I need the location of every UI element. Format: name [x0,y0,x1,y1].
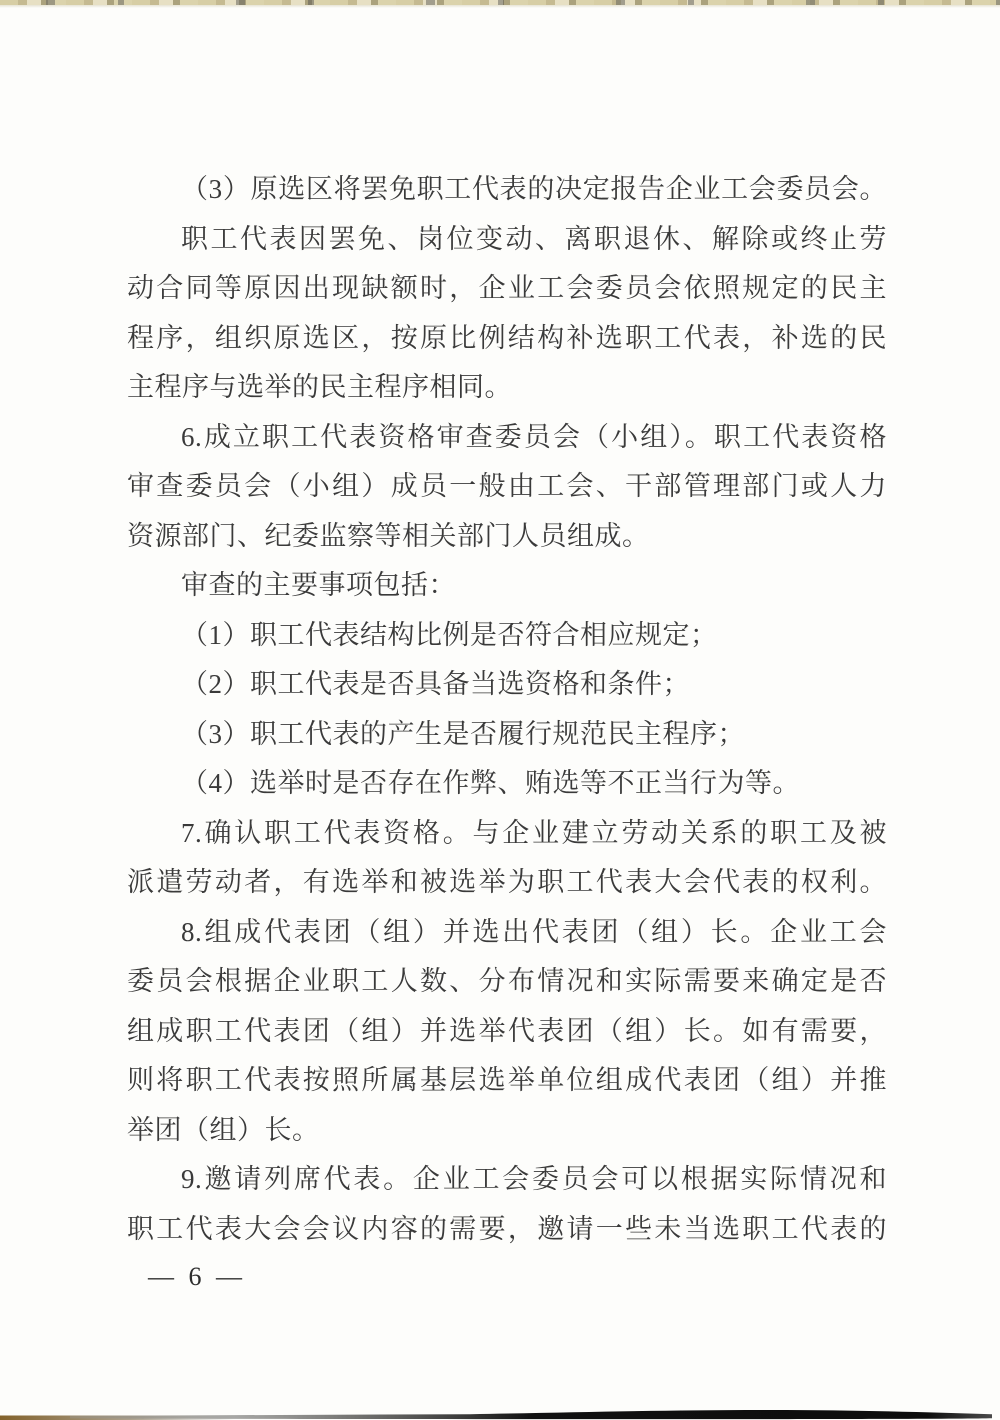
text-line: 9.邀请列席代表。企业工会委员会可以根据实际情况和 [181,1164,887,1194]
text-line: 8.组成代表团（组）并选出代表团（组）长。企业工会 [181,916,887,947]
text-line: 派遣劳动者，有选举和被选举为职工代表大会代表的权利。 [127,867,887,897]
scan-top-edge-fade [0,5,1000,8]
text-line: 委员会根据企业职工人数、分布情况和实际需要来确定是否 [127,966,887,996]
text-line: 动合同等原因出现缺额时，企业工会委员会依照规定的民主 [127,273,887,303]
page-number: — 6 — [148,1262,246,1291]
text-line: （1）职工代表结构比例是否符合相应规定； [181,619,718,650]
text-line: 资源部门、纪委监察等相关部门人员组成。 [127,520,650,551]
text-line: （3）职工代表的产生是否履行规范民主程序； [181,718,745,749]
text-line: 审查委员会（小组）成员一般由工会、干部管理部门或人力 [127,471,887,501]
scan-bottom-edge-artifact [0,1404,1000,1420]
text-line: 审查的主要事项包括： [181,570,456,600]
text-line: 职工代表大会会议内容的需要，邀请一些未当选职工代表的 [127,1213,887,1244]
text-line: 6.成立职工代表资格审查委员会（小组）。职工代表资格 [181,421,887,452]
text-line: 举团（组）长。 [127,1114,320,1145]
text-line: 7.确认职工代表资格。与企业建立劳动关系的职工及被 [181,817,887,848]
text-line: 则将职工代表按照所属基层选举单位组成代表团（组）并推 [127,1065,887,1095]
text-line: 职工代表因罢免、岗位变动、离职退休、解除或终止劳 [181,223,887,254]
text-line: 主程序与选举的民主程序相同。 [127,372,512,402]
text-line: 程序，组织原选区，按原比例结构补选职工代表，补选的民 [127,322,887,353]
text-block [127,165,887,1254]
text-line: （2）职工代表是否具备当选资格和条件； [181,669,690,699]
text-line: 组成职工代表团（组）并选举代表团（组）长。如有需要， [127,1015,887,1046]
text-line: （4）选举时是否存在作弊、贿选等不正当行为等。 [181,768,800,798]
text-line: （3）原选区将罢免职工代表的决定报告企业工会委员会。 [181,174,887,204]
